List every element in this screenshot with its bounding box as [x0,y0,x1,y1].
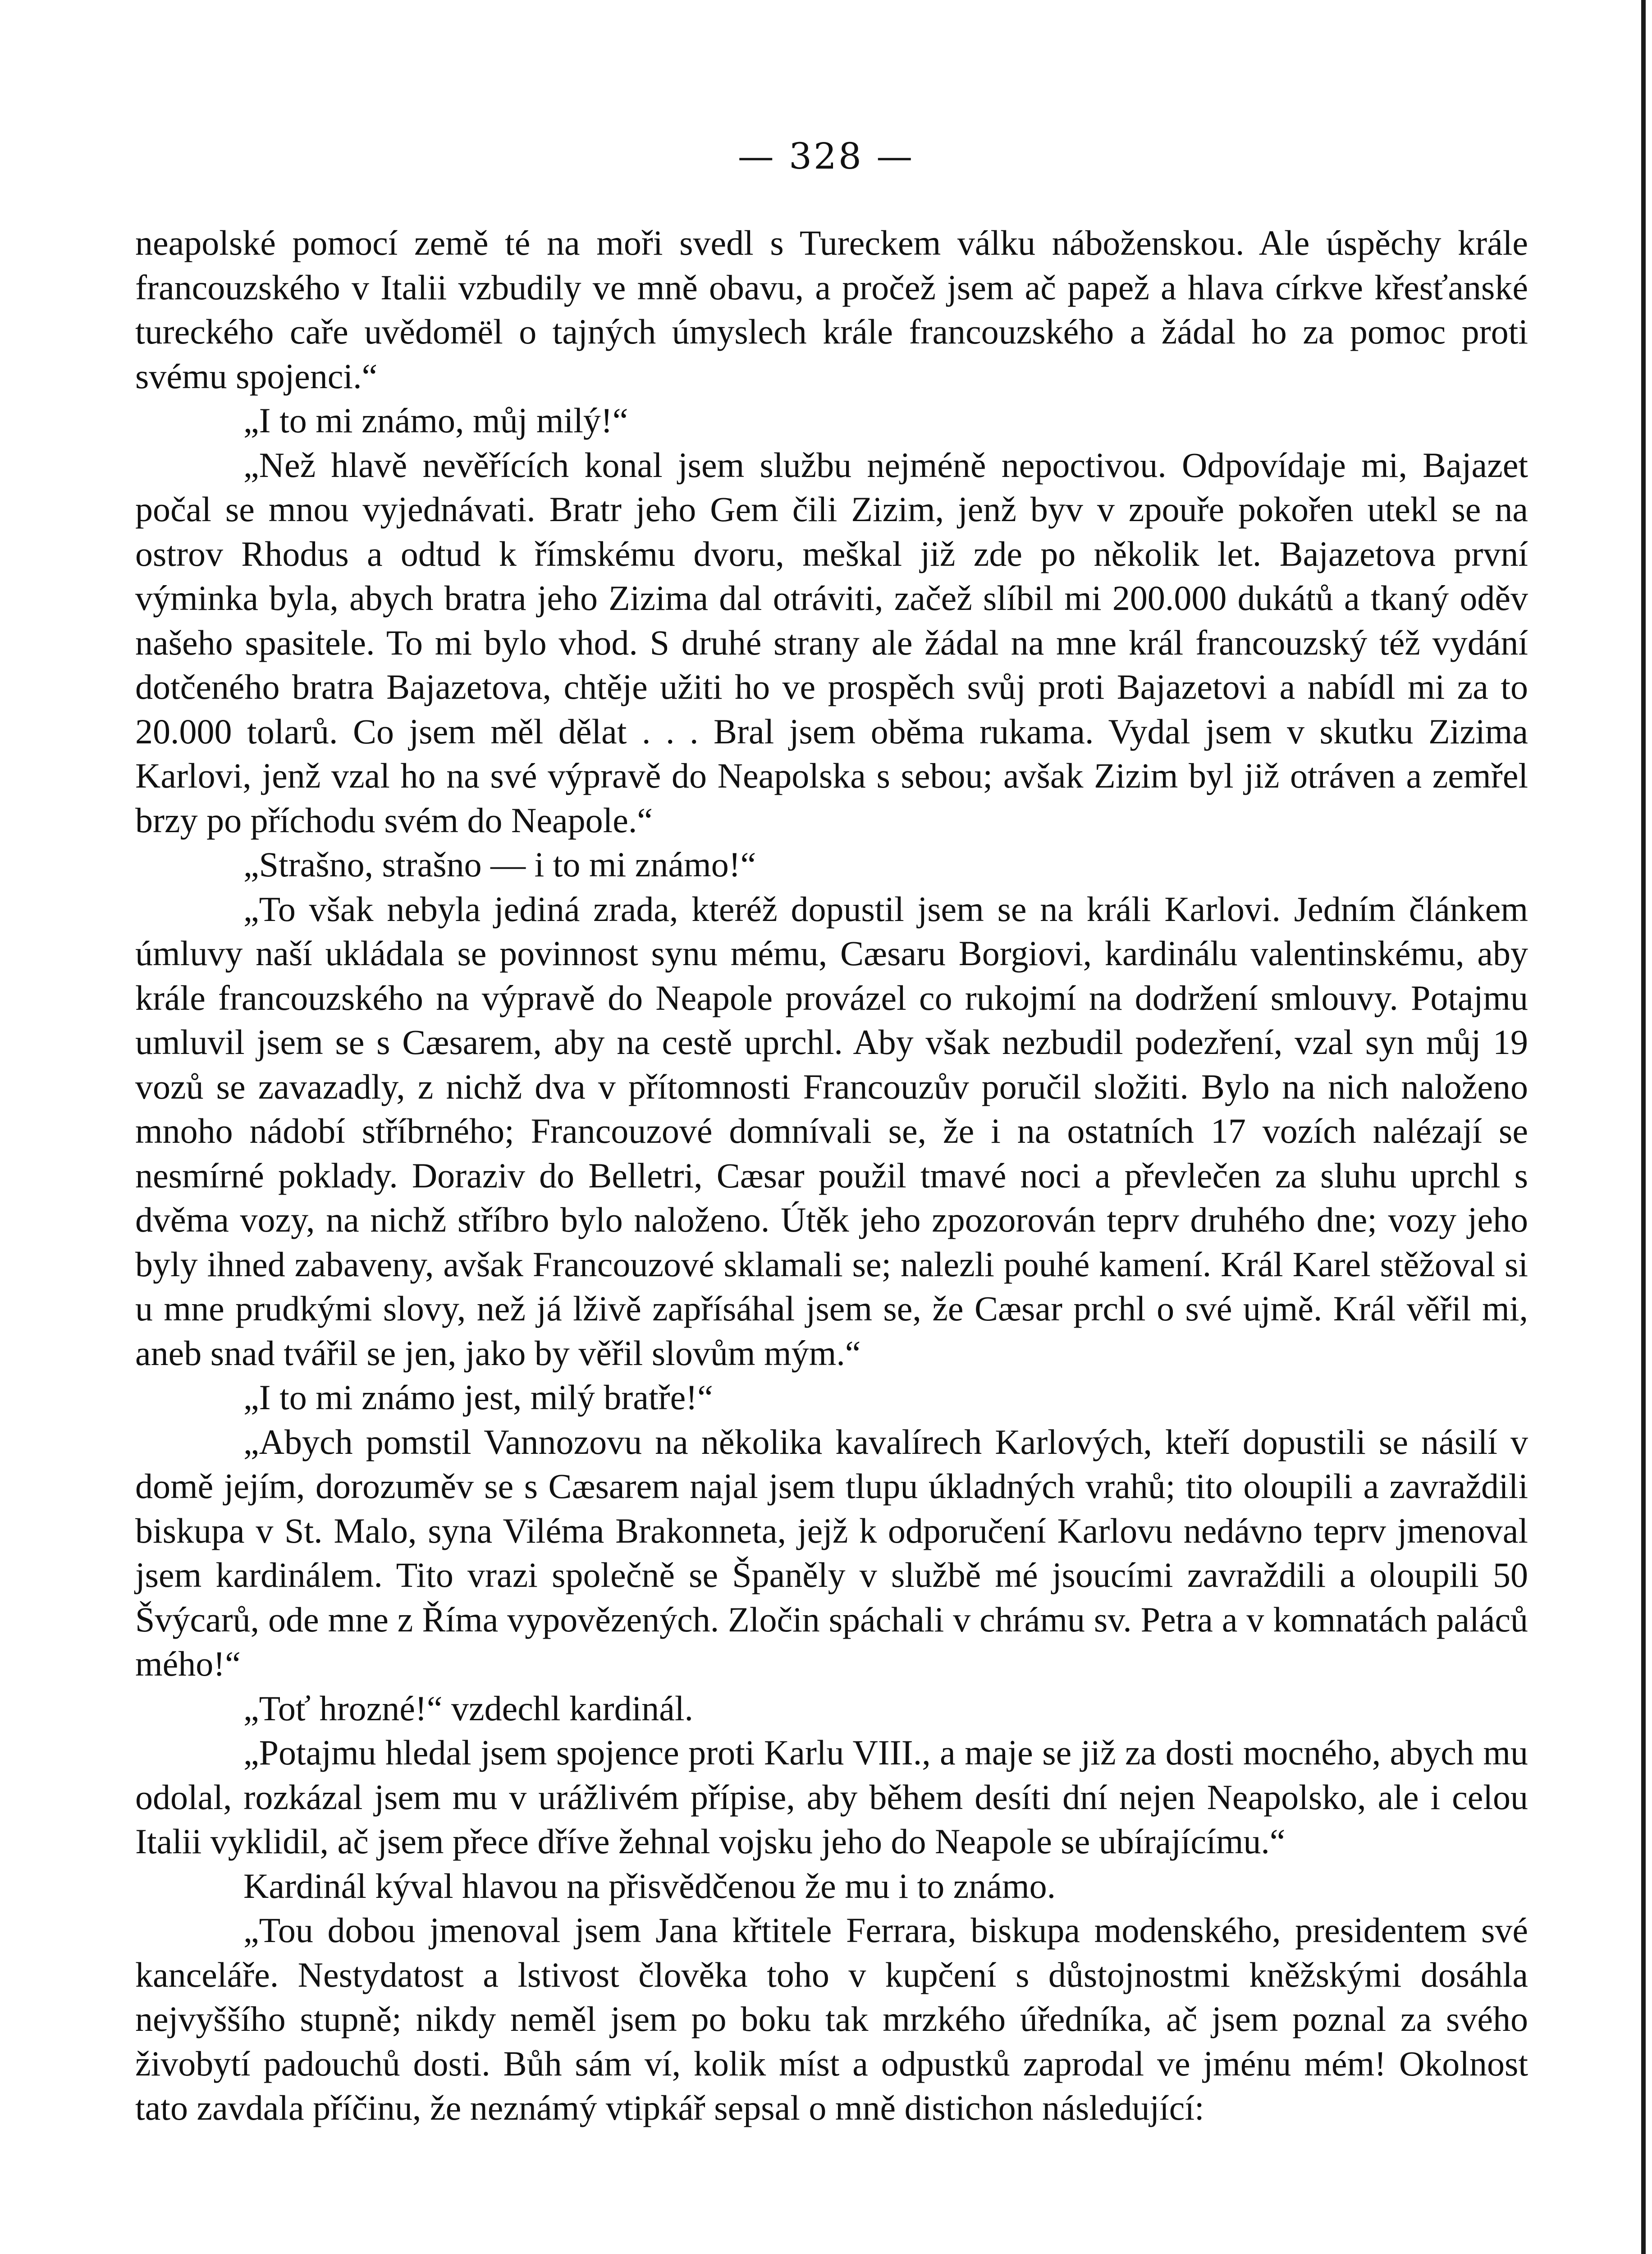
page-number: — 328 — [737,135,915,177]
paragraph-dialog: Kardinál kýval hlavou na přisvědčenou že mu i to známo. [243,1866,1056,1906]
paragraph: „Než hlavě nevěřících konal jsem službu nejméně nepoctivou. Odpovídaje mi, Bajazet počal se mnou vyjednávati. Bratr jeho Gem čili Zizim, jenž byv v zpouře pokořen utekl se na ostrov Rhodus a odtud k římskému dvoru, meškal již zde po několik let. Bajazetova první výminka byla, abych bratra jeho Zizima dal otráviti, začež slíbil mi 200.000 dukátů a tkaný oděv našeho spasitele. To mi bylo vhod. S druhé strany ale žádal na mne král francouzský též vydání dotčeného bratra Bajazetova, chtěje užiti ho ve prospěch svůj proti Bajazetovi a nabídl mi za to 20.000 tolarů. Co jsem měl dělat . . . Bral jsem oběma rukama. Vydal jsem v skutku Zizima Karlovi, jenž vzal ho na své výpravě do Neapolska s sebou; avšak Zizim byl již otráven a zemřel brzy po příchodu svém do Neapole.“ [135,445,1528,840]
scan-border-right [1641,0,1646,2254]
paragraph-dialog: „I to mi známo jest, milý bratře!“ [243,1378,713,1417]
paragraph: „Abych pomstil Vannozovu na několika kavalírech Karlových, kteří dopustili se násilí v domě jejím, dorozuměv se s Cæsarem najal jsem tlupu úkladných vrahů; tito oloupili a zavraždili biskupa v St. Malo, syna Viléma Brakonneta, jejž k odporučení Karlovu nedávno teprv jmenoval jsem kardinálem. Tito vrazi společně se Španěly v službě mé jsoucími zavraždili a oloupili 50 Švýcarů, ode mne z Říma vypovězených. Zločin spáchali v chrámu sv. Petra a v komnatách paláců mého!“ [135,1422,1528,1683]
paragraph: „To však nebyla jediná zrada, kteréž dopustil jsem se na králi Karlovi. Jedním článkem úmluvy naší ukládala se povinnost synu mému, Cæsaru Borgiovi, kardinálu valentinskému, aby krále francouzského na výpravě do Neapole provázel co rukojmí na dodržení smlouvy. Potajmu umluvil jsem se s Cæsarem, aby na cestě uprchl. Aby však nezbudil podezření, vzal syn můj 19 vozů se zavazadly, z nichž dva v přítomnosti Francouzův poručil složiti. Bylo na nich naloženo mnoho nádobí stříbrného; Francouzové domnívali se, že i na ostatních 17 vozích nalézají se nesmírné poklady. Doraziv do Belletri, Cæsar použil tmavé noci a převlečen za sluhu uprchl s dvěma vozy, na nichž stříbro bylo naloženo. Útěk jeho zpozorován teprv druhého dne; vozy jeho byly ihned zabaveny, avšak Francouzové sklamali se; nalezli pouhé kamení. Král Karel stěžoval si u mne prudkými slovy, než já lživě zapřísáhal jsem se, že Cæsar prchl o své ujmě. Král věřil mi, aneb snad tvářil se jen, jako by věřil slovům mým.“ [135,889,1528,1373]
paragraph-dialog: „I to mi známo, můj milý!“ [243,401,628,440]
paragraph-continued: neapolské pomocí země té na moři svedl s Tureckem válku náboženskou. Ale úspěchy krále francouzského v Italii vzbudily ve mně obavu, a pročež jsem ač papež a hlava církve křesťanské tureckého caře uvědomël o tajných úmyslech krále francouzského a žádal ho za pomoc proti svému spojenci.“ [135,223,1528,396]
body-text [135,221,1528,2130]
paragraph: „Tou dobou jmenoval jsem Jana křtitele Ferrara, biskupa modenského, presidentem své kanceláře. Nestydatost a lstivost člověka toho v kupčení s důstojnostmi kněžskými dosáhla nejvyššího stupně; nikdy neměl jsem po boku tak mrzkého úředníka, ač jsem poznal za svého živobytí padouchů dosti. Bůh sám ví, kolik míst a odpustků zaprodal ve jménu mém! Okolnost tato zavdala příčinu, že neznámý vtipkář sepsal o mně distichon následující: [135,1910,1528,2127]
paragraph-dialog: „Toť hrozné!“ vzdechl kardinál. [243,1688,694,1728]
paragraph-dialog: „Strašno, strašno — i to mi známo!“ [243,845,756,884]
paragraph: „Potajmu hledal jsem spojence proti Karlu VIII., a maje se již za dosti mocného, abych mu odolal, rozkázal jsem mu v urážlivém přípise, aby během desíti dní nejen Neapolsko, ale i celou Italii vyklidil, ač jsem přece dříve žehnal vojsku jeho do Neapole se ubírajícímu.“ [135,1733,1528,1861]
